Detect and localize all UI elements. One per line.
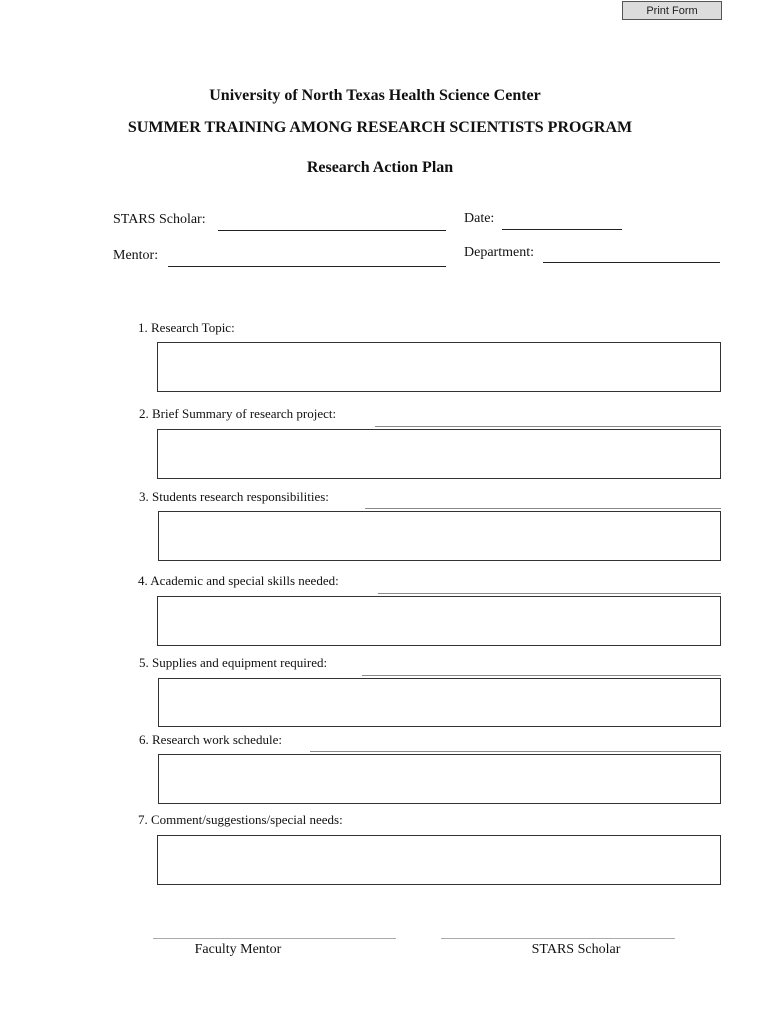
scholar-label: STARS Scholar: (113, 212, 206, 227)
supplies-input[interactable] (158, 678, 721, 727)
date-label: Date: (464, 211, 495, 226)
research-summary-input[interactable] (157, 429, 721, 479)
stars-scholar-label: STARS Scholar (531, 942, 621, 957)
scholar-signature-line[interactable] (441, 938, 675, 939)
question-label: 6. Research work schedule: (139, 732, 282, 747)
rule (362, 675, 721, 676)
research-topic-input[interactable] (157, 342, 721, 392)
mentor-field[interactable] (168, 266, 446, 267)
question-label: 4. Academic and special skills needed: (138, 573, 339, 588)
program-title: SUMMER TRAINING AMONG RESEARCH SCIENTISTS PROGRAM (127, 119, 633, 136)
skills-input[interactable] (157, 596, 721, 646)
rule (310, 751, 721, 752)
mentor-label: Mentor: (113, 248, 159, 263)
question-label: 1. Research Topic: (138, 320, 235, 335)
department-label: Department: (464, 245, 534, 260)
question-label: 3. Students research responsibilities: (139, 489, 329, 504)
schedule-input[interactable] (158, 754, 721, 804)
rule (375, 426, 721, 427)
rule (378, 593, 721, 594)
rule (365, 508, 721, 509)
document-title: Research Action Plan (306, 159, 454, 176)
print-form-button[interactable]: Print Form (622, 1, 722, 20)
department-field[interactable] (543, 262, 720, 263)
date-field[interactable] (502, 229, 622, 230)
comments-input[interactable] (157, 835, 721, 885)
faculty-signature-line[interactable] (153, 938, 396, 939)
question-label: 7. Comment/suggestions/special needs: (138, 812, 343, 827)
institution-title: University of North Texas Health Science Center (209, 87, 541, 104)
faculty-mentor-label: Faculty Mentor (194, 942, 282, 957)
scholar-field[interactable] (218, 230, 446, 231)
question-label: 5. Supplies and equipment required: (139, 655, 328, 670)
responsibilities-input[interactable] (158, 511, 721, 561)
question-label: 2. Brief Summary of research project: (139, 406, 337, 421)
